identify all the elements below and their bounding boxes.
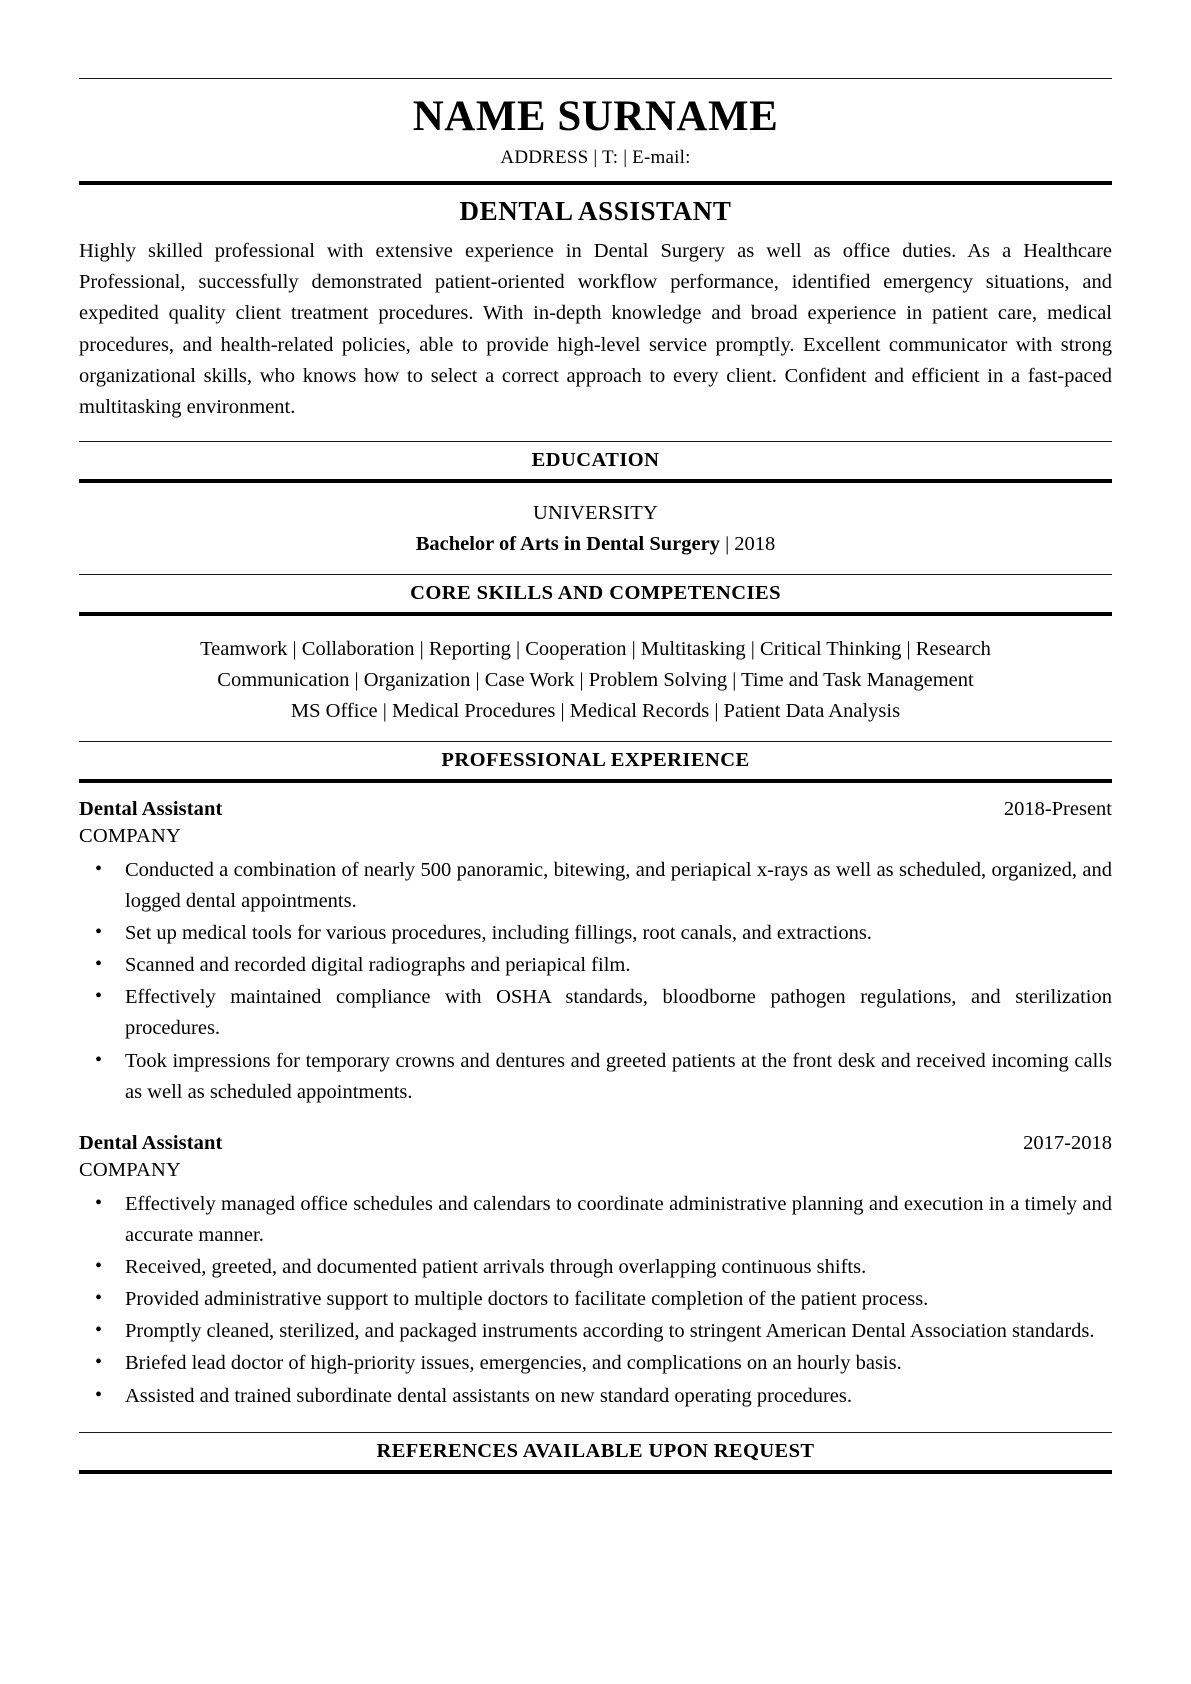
experience-entry-header — [79, 798, 1112, 821]
references-text: REFERENCES AVAILABLE UPON REQUEST — [376, 1439, 815, 1462]
skills-section-title: CORE SKILLS AND COMPETENCIES — [410, 581, 781, 604]
job-title: Dental Assistant — [79, 1131, 223, 1154]
job-dates: 2018-Present — [1003, 797, 1112, 820]
job-title: Dental Assistant — [79, 797, 223, 820]
job-bullet: • Set up medical tools for various procedures, including fillings, root canals, and extractions. — [79, 918, 1112, 949]
professional-summary: Highly skilled professional with extensive experience in Dental Surgery as well as office duties. As a Healthcare Professional, successfully demonstrated patient-oriented workflow performance, identified emergency situations, and expedited quality client treatment procedures. With in-depth knowledge and broad experience in patient care, medical procedures, and health-related policies, able to provide high-level service promptly. Excellent communicator with strong organizational skills, who knows how to select a correct approach to every client. Confident and efficient in a fast-paced multitasking environment. — [79, 240, 1112, 418]
job-bullet: • Provided administrative support to multiple doctors to facilitate completion of the patient process. — [79, 1284, 1112, 1315]
skills-line: Teamwork | Collaboration | Reporting | Cooperation | Multitasking | Critical Thinking | Research — [200, 637, 991, 660]
job-bullet: • Received, greeted, and documented patient arrivals through overlapping continuous shifts. — [79, 1252, 1112, 1283]
skills-section — [79, 574, 1112, 616]
references-section — [79, 1432, 1112, 1474]
job-bullet: • Briefed lead doctor of high-priority issues, emergencies, and complications on an hourly basis. — [79, 1348, 1112, 1379]
education-university: UNIVERSITY — [533, 502, 658, 525]
job-bullet: • Effectively maintained compliance with OSHA standards, bloodborne pathogen regulations, and sterilization procedures. — [79, 982, 1112, 1044]
education-degree: Bachelor of Arts in Dental Surgery — [415, 532, 720, 555]
education-section-title: EDUCATION — [531, 449, 660, 472]
education-year: 2018 — [734, 532, 776, 555]
experience-entry — [79, 1132, 1112, 1412]
skills-body — [79, 616, 1112, 739]
skills-line: Communication | Organization | Case Work | Problem Solving | Time and Task Management — [217, 668, 974, 691]
education-section — [79, 441, 1112, 483]
references-bottom-rule — [79, 1470, 1112, 1474]
candidate-name: NAME SURNAME — [412, 93, 779, 140]
resume-header — [79, 78, 1112, 185]
skills-line: MS Office | Medical Procedures | Medical Records | Patient Data Analysis — [290, 699, 901, 722]
job-bullet-list — [79, 855, 1112, 1108]
experience-body — [79, 783, 1112, 1412]
job-dates: 2017-2018 — [1023, 1131, 1112, 1154]
job-bullet: • Promptly cleaned, sterilized, and packaged instruments according to stringent American Dental Association standards. — [79, 1316, 1112, 1347]
job-company: COMPANY — [79, 1158, 182, 1181]
experience-entry-header — [79, 1132, 1112, 1155]
experience-section-title: PROFESSIONAL EXPERIENCE — [441, 748, 750, 771]
job-bullet-list — [79, 1189, 1112, 1412]
experience-section — [79, 741, 1112, 783]
job-company: COMPANY — [79, 824, 182, 847]
job-bullet: • Assisted and trained subordinate dental assistants on new standard operating procedures. — [79, 1381, 1112, 1412]
education-degree-line — [79, 529, 1112, 560]
job-bullet: • Took impressions for temporary crowns and dentures and greeted patients at the front desk and received incoming calls as well as scheduled appointments. — [79, 1046, 1112, 1108]
education-body — [79, 483, 1112, 571]
professional-headline: DENTAL ASSISTANT — [459, 196, 732, 227]
job-bullet: • Conducted a combination of nearly 500 panoramic, bitewing, and periapical x-rays as well as scheduled, organized, and logged dental appointments. — [79, 855, 1112, 917]
experience-entry — [79, 798, 1112, 1108]
job-bullet: • Effectively managed office schedules and calendars to coordinate administrative planning and execution in a timely and accurate manner. — [79, 1189, 1112, 1251]
job-bullet: • Scanned and recorded digital radiographs and periapical film. — [79, 950, 1112, 981]
education-separator: | — [725, 532, 730, 555]
contact-line: ADDRESS | T: | E-mail: — [500, 147, 691, 169]
